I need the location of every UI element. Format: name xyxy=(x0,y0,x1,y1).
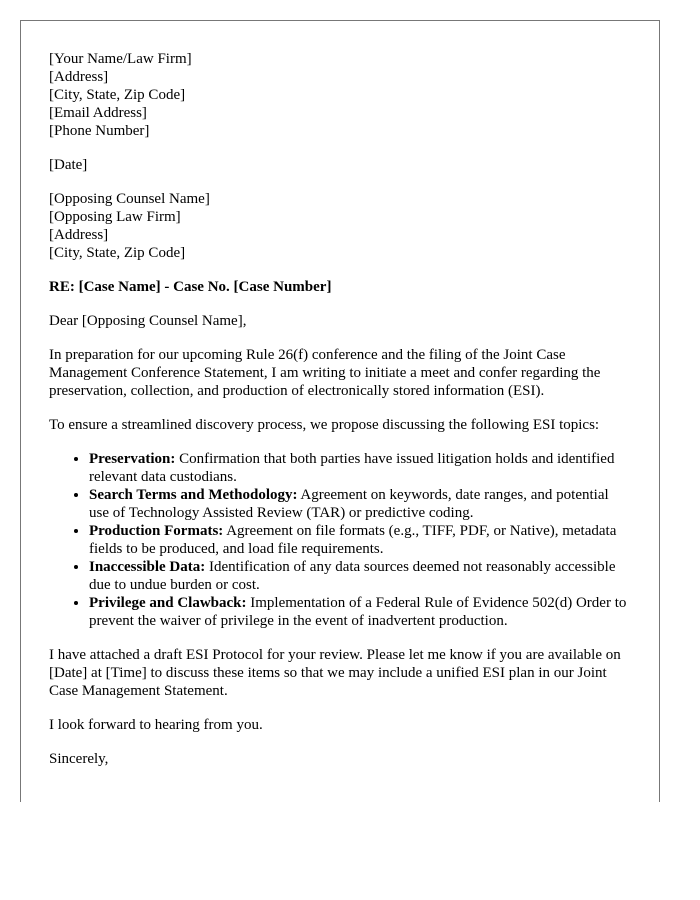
sender-address: [Address] xyxy=(49,69,109,85)
topic-text: Agreement on keywords, date ranges, and potential use of Technology Assisted Review (TAR) or predictive coding. xyxy=(89,487,609,521)
list-item xyxy=(89,594,631,630)
letter-page xyxy=(20,20,660,802)
paragraph-topics-intro: To ensure a streamlined discovery process, we propose discussing the following ESI topics: xyxy=(49,417,600,433)
sender-city-state-zip: [City, State, Zip Code] xyxy=(49,87,186,103)
topic-text: Agreement on file formats (e.g., TIFF, PDF, or Native), metadata fields to be produced, and load file requirements. xyxy=(89,523,617,557)
paragraph-intro: In preparation for our upcoming Rule 26(f) conference and the filing of the Joint Case Management Conference Statement, I am writing to initiate a meet and confer regarding the preservation, collection, and production of electronically stored information (ESI). xyxy=(49,347,601,399)
topic-text: Implementation of a Federal Rule of Evidence 502(d) Order to prevent the waiver of privilege in the event of inadvertent production. xyxy=(89,595,627,629)
topic-text: Confirmation that both parties have issued litigation holds and identified relevant data custodians. xyxy=(89,451,615,485)
esi-topics-list xyxy=(49,450,631,630)
topic-title: Search Terms and Methodology: xyxy=(89,487,298,503)
topic-title: Inaccessible Data: xyxy=(89,559,206,575)
sender-block xyxy=(49,50,631,140)
sender-phone: [Phone Number] xyxy=(49,123,150,139)
recipient-block xyxy=(49,190,631,262)
list-item xyxy=(89,486,631,522)
recipient-city-state-zip: [City, State, Zip Code] xyxy=(49,245,186,261)
paragraph-closing-remark: I look forward to hearing from you. xyxy=(49,717,263,733)
sender-email: [Email Address] xyxy=(49,105,147,121)
list-item xyxy=(89,522,631,558)
letter-date: [Date] xyxy=(49,157,88,173)
recipient-name: [Opposing Counsel Name] xyxy=(49,191,210,207)
re-line: RE: [Case Name] - Case No. [Case Number] xyxy=(49,279,332,295)
topic-title: Privilege and Clawback: xyxy=(89,595,247,611)
recipient-firm: [Opposing Law Firm] xyxy=(49,209,181,225)
topic-title: Production Formats: xyxy=(89,523,224,539)
topic-text: Identification of any data sources deemed not reasonably accessible due to undue burden or cost. xyxy=(89,559,616,593)
topic-title: Preservation: xyxy=(89,451,176,467)
paragraph-attachment: I have attached a draft ESI Protocol for your review. Please let me know if you are available on [Date] at [Time] to discuss these items so that we may include a unified ESI plan in our Joint Case Management Statement. xyxy=(49,647,621,699)
list-item xyxy=(89,450,631,486)
recipient-address: [Address] xyxy=(49,227,109,243)
closing: Sincerely, xyxy=(49,751,109,767)
salutation: Dear [Opposing Counsel Name], xyxy=(49,313,247,329)
sender-name: [Your Name/Law Firm] xyxy=(49,51,192,67)
list-item xyxy=(89,558,631,594)
